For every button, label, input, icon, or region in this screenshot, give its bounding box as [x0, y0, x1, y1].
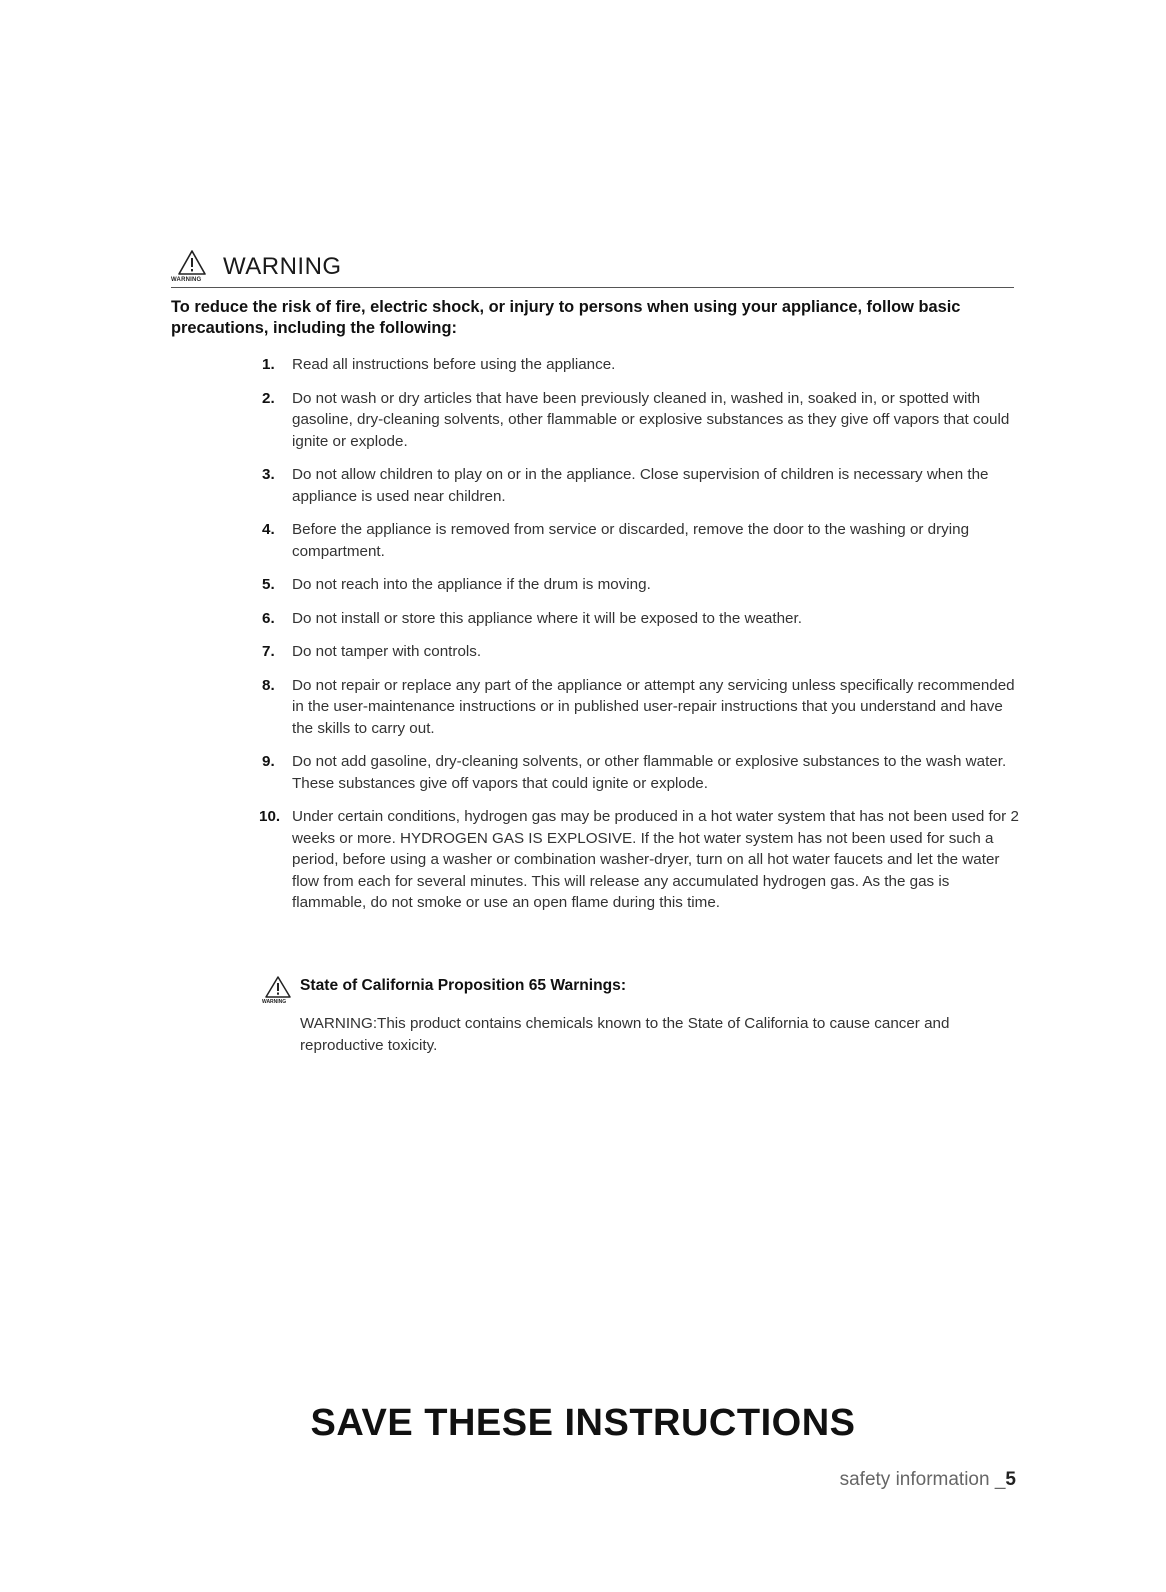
item-text: Do not reach into the appliance if the drum is moving. — [292, 576, 651, 593]
list-item — [259, 806, 1022, 914]
list-item — [262, 574, 1022, 596]
list-item — [262, 519, 1022, 562]
list-item — [262, 641, 1022, 663]
item-text: Before the appliance is removed from service or discarded, remove the door to the washing or drying compartment. — [292, 521, 970, 560]
item-number: 7. — [262, 643, 275, 660]
item-text: Do not add gasoline, dry-cleaning solvents, or other flammable or explosive substances to the wash water. These substances give off vapors that could ignite or explode. — [292, 753, 1007, 792]
item-text: Read all instructions before using the appliance. — [292, 356, 616, 373]
list-item — [262, 751, 1022, 794]
item-number: 3. — [262, 466, 275, 483]
item-number: 10. — [259, 808, 281, 825]
california-icon-block — [262, 975, 298, 1011]
list-item — [262, 675, 1022, 740]
save-instructions-title: SAVE THESE INSTRUCTIONS — [310, 1402, 856, 1444]
warning-triangle-icon — [264, 975, 292, 999]
item-text: Do not install or store this appliance where it will be exposed to the weather. — [292, 609, 802, 627]
page-number: 5 — [1005, 1469, 1016, 1490]
warning-header — [171, 249, 1014, 288]
warning-icon-block — [171, 249, 211, 285]
list-item — [262, 464, 1022, 507]
precautions-list — [259, 354, 1022, 926]
warning-title: WARNING — [223, 253, 342, 280]
item-number: 2. — [262, 389, 275, 407]
california-icon-caption: WARNING — [262, 999, 287, 1005]
intro-text: To reduce the risk of fire, electric shock, or injury to persons when using your appliance, follow basic precautions, including the following: — [171, 298, 961, 337]
item-number: 4. — [262, 521, 275, 538]
california-title: State of California Proposition 65 Warnings: — [300, 977, 627, 994]
list-item — [262, 354, 1022, 376]
california-text: WARNING:This product contains chemicals known to the State of California to cause cancer and reproductive toxicity. — [300, 1015, 950, 1054]
item-text: Do not wash or dry articles that have been previously cleaned in, washed in, soaked in, or spotted with gasoline, dry-cleaning solvents, other flammable or explosive substances as they give off vapors that could ignite or explode. — [292, 389, 1010, 450]
page-footer — [840, 1469, 1016, 1491]
item-number: 5. — [262, 576, 275, 593]
item-text: Do not tamper with controls. — [292, 643, 482, 660]
footer-section: safety information _ — [839, 1469, 1006, 1490]
item-text: Do not repair or replace any part of the appliance or attempt any servicing unless specifically recommended in the user-maintenance instructions or in published user-repair instructions that you understand and have the skills to carry out. — [292, 676, 1015, 737]
item-text: Do not allow children to play on or in the appliance. Close supervision of children is necessary when the appliance is used near children. — [292, 466, 989, 505]
item-number: 6. — [262, 609, 275, 627]
item-number: 9. — [262, 753, 275, 770]
warning-triangle-icon — [177, 249, 207, 276]
item-text: Under certain conditions, hydrogen gas may be produced in a hot water system that has not been used for 2 weeks or more. HYDROGEN GAS IS EXPLOSIVE. If the hot water system has not been used for such a period, before using a washer or combination washer-dryer, turn on all hot water faucets and let the water flow from each for several minutes. This will release any accumulated hydrogen gas. As the gas is flammable, do not smoke or use an open flame during this time. — [292, 808, 1019, 911]
warning-icon-caption: WARNING — [171, 277, 202, 283]
item-number: 1. — [262, 356, 275, 373]
list-item — [262, 388, 1022, 453]
item-number: 8. — [262, 676, 275, 694]
list-item — [262, 608, 1022, 630]
